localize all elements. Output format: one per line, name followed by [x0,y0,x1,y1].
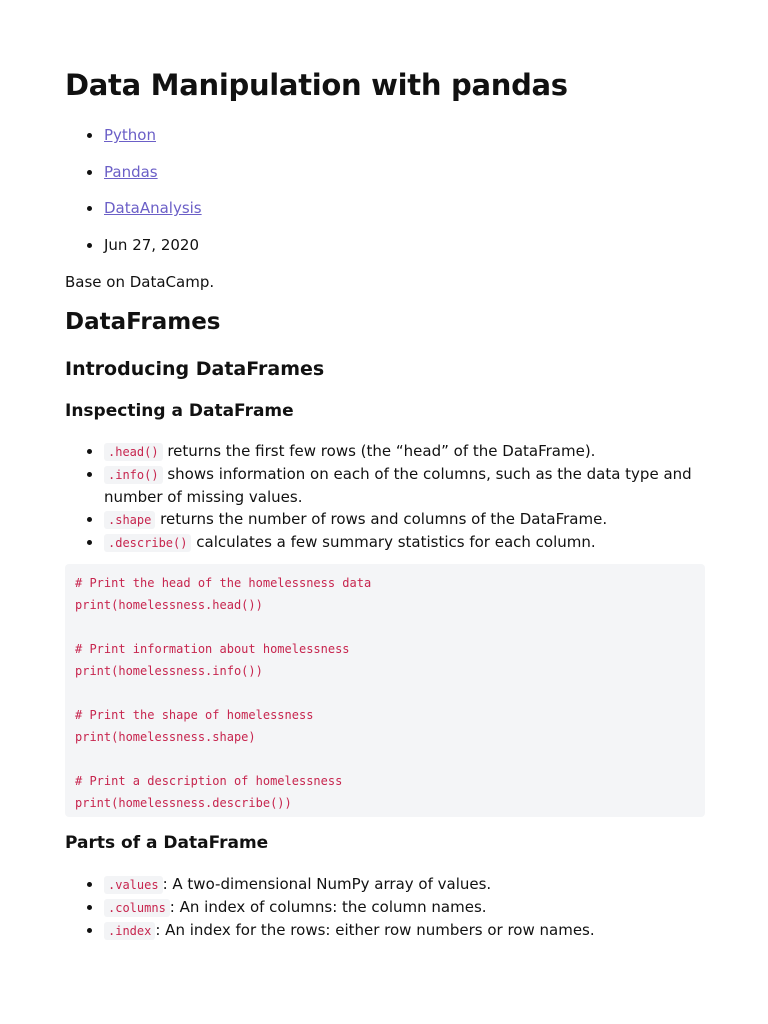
inspecting-list [65,440,705,554]
inline-code: .shape [104,511,155,529]
code-block[interactable] [65,564,705,817]
page-title: Data Manipulation with pandas [65,68,568,102]
parts-list [65,873,705,942]
list-item [65,531,705,554]
inline-code: .head() [104,443,163,461]
list-item [65,919,705,942]
tag-item [65,161,202,198]
list-item [65,873,705,896]
code-line: # Print the shape of homelessness [75,708,314,722]
list-item-text: returns the first few rows (the “head” of the DataFrame). [162,442,596,460]
tag-link-pandas[interactable]: Pandas [104,162,158,181]
code-line: print(homelessness.describe()) [75,796,292,810]
post-date: Jun 27, 2020 [104,235,200,254]
tag-link-dataanalysis[interactable]: DataAnalysis [104,199,202,217]
list-item [65,896,705,919]
tag-link-python[interactable]: Python [104,126,156,144]
section-heading: DataFrames [65,309,221,335]
inline-code: .describe() [104,534,191,552]
inline-code: .columns [104,899,170,917]
code-line: print(homelessness.shape) [75,730,256,744]
list-item [65,440,705,463]
list-item-text: : An index of columns: the column names. [169,898,487,916]
code-line: print(homelessness.head()) [75,598,263,612]
inline-code: .info() [104,466,163,484]
code-line [75,682,695,704]
code-line: # Print a description of homelessness [75,774,343,788]
tag-item [65,124,202,161]
list-item-text: calculates a few summary statistics for each column. [191,533,596,551]
code-line: print(homelessness.info()) [75,664,263,678]
inline-code: .values [104,876,163,894]
code-line [75,616,695,638]
inline-code: .index [104,922,155,940]
code-line: # Print the head of the homelessness data [75,576,372,590]
post-meta-list [65,124,202,270]
subsection-heading: Introducing DataFrames [65,358,325,380]
code-line [75,748,695,770]
list-item [65,463,705,508]
list-item-text: : A two-dimensional NumPy array of values. [162,875,492,893]
parts-heading: Parts of a DataFrame [65,833,269,853]
inspecting-heading: Inspecting a DataFrame [65,401,294,421]
code-line: # Print information about homelessness [75,642,350,656]
tag-item [65,197,202,234]
list-item-text: : An index for the rows: either row numbers or row names. [155,921,595,939]
list-item [65,508,705,531]
date-item [65,234,202,271]
intro-text: Base on DataCamp. [65,273,215,291]
list-item-text: shows information on each of the columns, such as the data type and number of missing values. [104,465,692,506]
list-item-text: returns the number of rows and columns of the DataFrame. [155,510,608,528]
